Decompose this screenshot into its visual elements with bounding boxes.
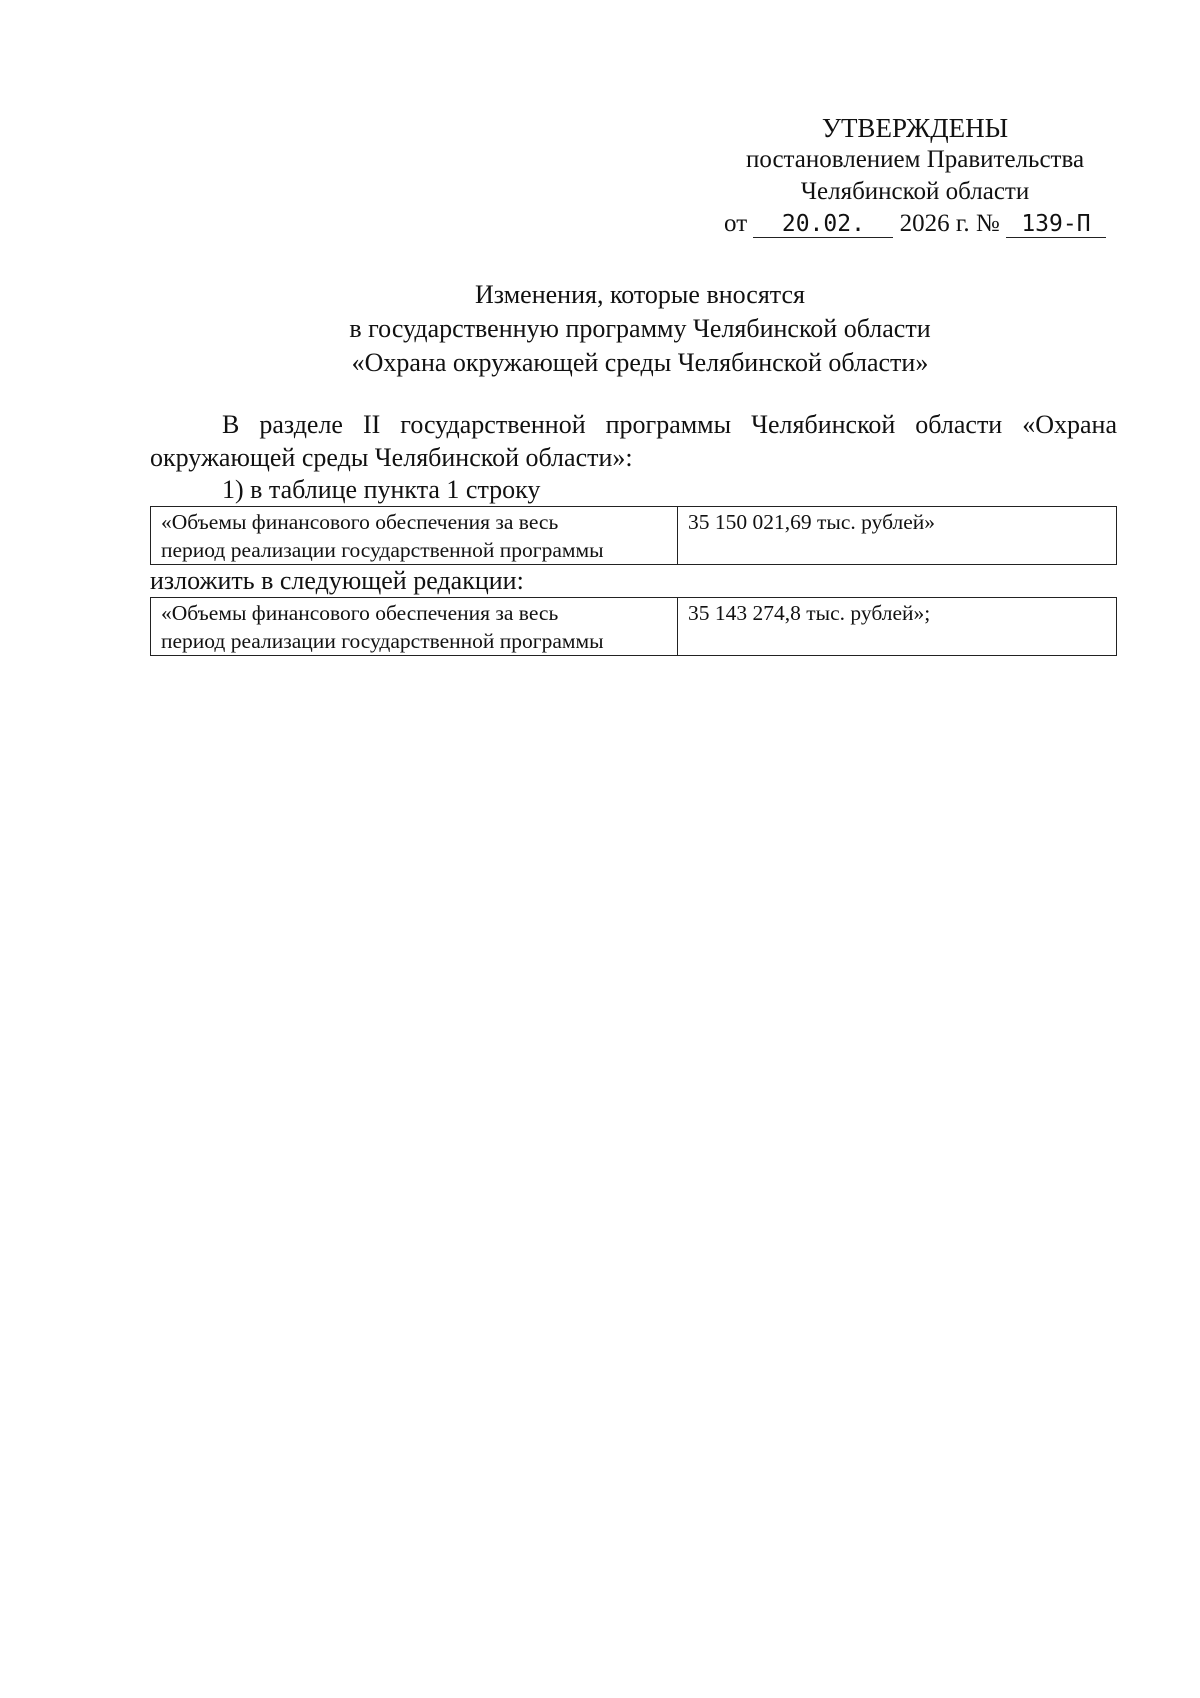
document-heading: [150, 278, 1130, 380]
connector-text: изложить в следующей редакции:: [150, 566, 524, 595]
table-cell-label: [151, 598, 678, 656]
number-field: 139-П: [1006, 211, 1106, 238]
table-cell-value: 35 143 274,8 тыс. рублей»;: [678, 598, 1117, 656]
old-row-table: [150, 506, 1117, 565]
document-body: [150, 408, 1117, 656]
table-cell-value: 35 150 021,69 тыс. рублей»: [678, 507, 1117, 565]
table-row: [151, 507, 1117, 565]
date-prefix: от: [724, 210, 748, 237]
year-label: 2026 г. №: [899, 210, 1000, 237]
approval-line-1: постановлением Правительства: [745, 146, 1085, 173]
approval-title: УТВЕРЖДЕНЫ: [821, 113, 1009, 143]
list-item-1: 1) в таблице пункта 1 строку: [222, 475, 541, 504]
table-cell-label: [151, 507, 678, 565]
heading-line-2: в государственную программу Челябинской области: [349, 314, 931, 343]
intro-paragraph: В разделе II государственной программы Челябинской области «Охрана окружающей среды Челябинской области»:: [150, 410, 1117, 472]
table-row: [151, 598, 1117, 656]
approval-line-2: Челябинской области: [800, 178, 1030, 205]
cell-line: период реализации государственной программы: [161, 538, 604, 562]
date-field: 20.02.: [753, 211, 893, 238]
cell-line: период реализации государственной программы: [161, 629, 604, 653]
new-row-table: [150, 597, 1117, 656]
approval-date-number-line: [705, 208, 1125, 240]
approval-block: [705, 112, 1125, 240]
cell-line: «Объемы финансового обеспечения за весь: [161, 510, 559, 534]
heading-line-3: «Охрана окружающей среды Челябинской области»: [351, 348, 929, 377]
cell-line: «Объемы финансового обеспечения за весь: [161, 601, 559, 625]
heading-line-1: Изменения, которые вносятся: [475, 280, 805, 309]
